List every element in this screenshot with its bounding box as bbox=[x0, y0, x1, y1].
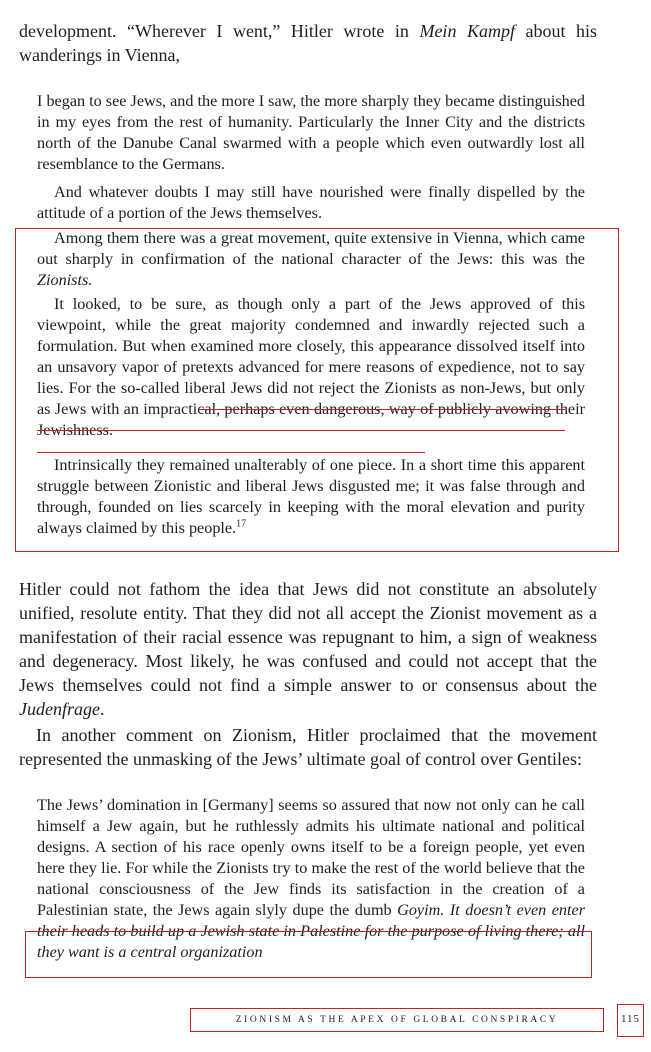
quote-paragraph: Intrinsically they remained unalterably of one piece. In a short time this apparent struggle between Zionistic and liberal Jews disgusted me; it was false through and through, founded on lies scarcely in keeping with the moral elevation and purity always claimed by this people.$^{17}$ bbox=[37, 456, 585, 537]
intro-paragraph bbox=[19, 19, 597, 67]
running-title: ZIONISM AS THE APEX OF GLOBAL CONSPIRACY bbox=[235, 1015, 559, 1025]
quote-paragraph: Among them there was a great movement, quite extensive in Vienna, which came out sharply in confirmation of the national character of the Jews: this was the Zionists. bbox=[37, 229, 585, 289]
book-title: Mein Kampf bbox=[419, 21, 515, 41]
judenfrage-italic: Judenfrage bbox=[19, 699, 100, 719]
intro-text-start: development. “Wherever I went,” Hitler wrote in bbox=[19, 21, 420, 41]
zionists-italic: Zionists. bbox=[37, 271, 93, 289]
block-quote-second: The Jews’ domination in [Germany] seems so assured that now not only can he call himself a Jew again, but he ruthlessly admits his ultimate national and political designs. A section of his race openly owns itself to be a foreign people, yet even here they lie. For while the Zionists try to make the rest of the world believe that the national consciousness of the Jew finds its satisfaction in the creation of a Palestinian state, the Jews again slyly dupe the dumb Goyim. It doesn’t even enter their heads to build up a Jewish state in Palestine for the purpose of living there; all they want is a central organization bbox=[37, 796, 585, 961]
intro-text-end: about his wanderings in Vienna, bbox=[19, 21, 597, 65]
page-number: 115 bbox=[620, 1013, 641, 1025]
goyim-italic: Goyim. It doesn’t even enter their heads to build up a Jewish state in Palestine for the purpose of living there; all they want is a central organization bbox=[37, 901, 585, 961]
body-paragraph: Hitler could not fathom the idea that Jews did not constitute an absolutely unified, resolute entity. That they did not all accept the Zionist movement as a manifestation of their racial essence was repugnant to him, a sign of weakness and degeneracy. Most likely, he was confused and could not accept that the Jews themselves could not find a simple answer to or consensus about the Judenfrage. bbox=[19, 579, 597, 719]
annotation-underline bbox=[198, 409, 565, 410]
annotation-underline bbox=[37, 430, 565, 431]
annotation-box bbox=[15, 228, 619, 552]
quote-paragraph: It looked, to be sure, as though only a part of the Jews approved of this viewpoint, while the great majority condemned and inwardly rejected such a formulation. But when examined more closely, this appearance dissolved itself into an unsavory vapor of pretexts advanced for mere reasons of expedience, not to say lies. For the so-called liberal Jews did not reject the Zionists as non-Jews, but only as Jews with an impractical, perhaps even dangerous, way of publicly avowing their Jewishness. bbox=[37, 295, 585, 439]
body-paragraph: In another comment on Zionism, Hitler proclaimed that the movement represented the unmasking of the Jews’ ultimate goal of control over Gentiles: bbox=[19, 725, 597, 769]
quote-paragraph: I began to see Jews, and the more I saw, the more sharply they became distinguished in my eyes from the rest of humanity. Particularly the Inner City and the districts north of the Danube Canal swarmed with a people which even outwardly lost all resemblance to the Germans. bbox=[37, 92, 585, 173]
annotation-box bbox=[25, 931, 592, 978]
footnote-marker: 17 bbox=[236, 518, 247, 530]
quote-paragraph: And whatever doubts I may still have nourished were finally dispelled by the attitude of a portion of the Jews themselves. bbox=[37, 183, 585, 222]
annotation-underline bbox=[37, 452, 425, 453]
